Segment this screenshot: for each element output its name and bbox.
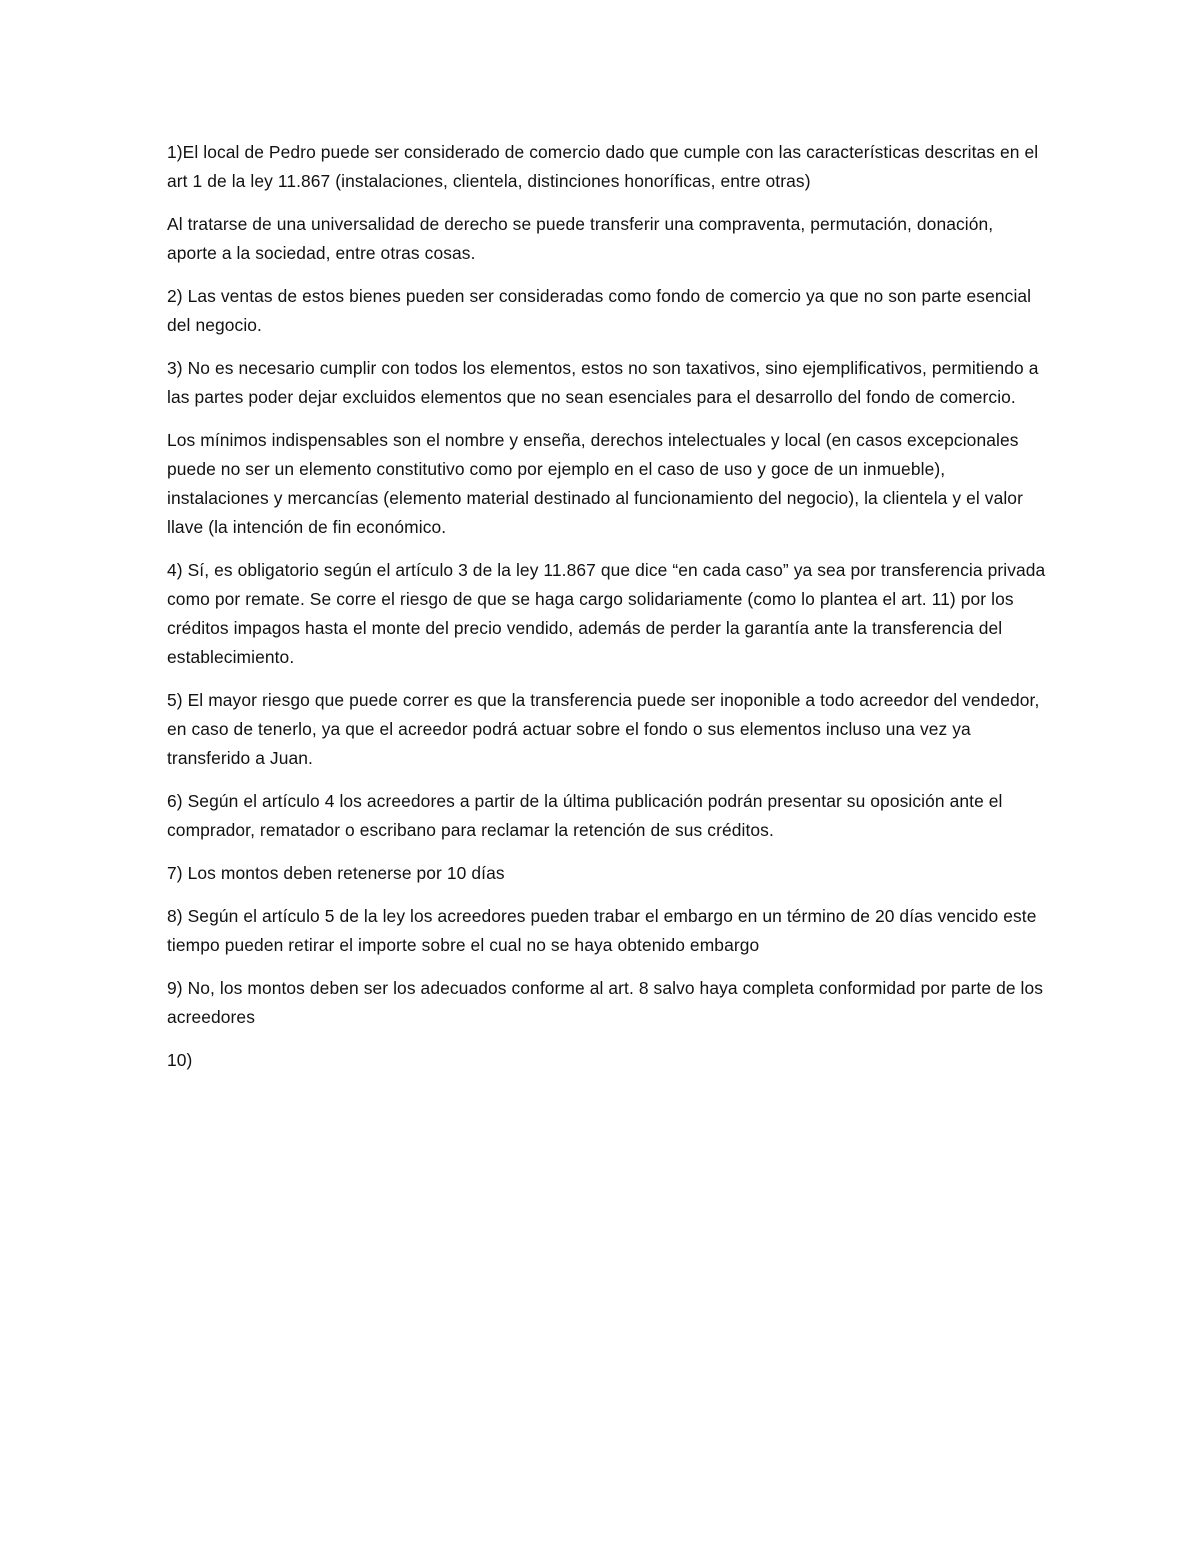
answer-10-paragraph: 10)	[167, 1050, 193, 1070]
answer-7-paragraph: 7) Los montos deben retenerse por 10 días	[167, 863, 505, 883]
answer-2-paragraph: 2) Las ventas de estos bienes pueden ser consideradas como fondo de comercio ya que no son parte esencial del negocio.	[167, 286, 1032, 335]
answer-4-paragraph: 4) Sí, es obligatorio según el artículo 3 de la ley 11.867 que dice “en cada caso” ya sea por transferencia privada como por remate. Se corre el riesgo de que se haga cargo solidariamente (como lo plantea el art. 11) por los créditos impagos hasta el monte del precio vendido, además de perder la garantía ante la transferencia del establecimiento.	[167, 560, 1046, 667]
answer-8-paragraph: 8) Según el artículo 5 de la ley los acreedores pueden trabar el embargo en un término de 20 días vencido este tiempo pueden retirar el importe sobre el cual no se haya obtenido embargo	[167, 906, 1037, 955]
answer-1-continuation-paragraph: Al tratarse de una universalidad de derecho se puede transferir una compraventa, permutación, donación, aporte a la sociedad, entre otras cosas.	[167, 214, 994, 263]
answer-3-continuation-paragraph: Los mínimos indispensables son el nombre y enseña, derechos intelectuales y local (en casos excepcionales puede no ser un elemento constitutivo como por ejemplo en el caso de uso y goce de un inmueble), instalaciones y mercancías (elemento material destinado al funcionamiento del negocio), la clientela y el valor llave (la intención de fin económico.	[167, 430, 1023, 537]
answer-6-paragraph: 6) Según el artículo 4 los acreedores a partir de la última publicación podrán presentar su oposición ante el comprador, rematador o escribano para reclamar la retención de sus créditos.	[167, 791, 1003, 840]
answer-1-paragraph: 1)El local de Pedro puede ser considerado de comercio dado que cumple con las características descritas en el art 1 de la ley 11.867 (instalaciones, clientela, distinciones honoríficas, entre otras)	[167, 142, 1039, 191]
answer-9-paragraph: 9) No, los montos deben ser los adecuados conforme al art. 8 salvo haya completa conformidad por parte de los acreedores	[167, 978, 1044, 1027]
document-body	[167, 138, 1047, 1089]
answer-5-paragraph: 5) El mayor riesgo que puede correr es que la transferencia puede ser inoponible a todo acreedor del vendedor, en caso de tenerlo, ya que el acreedor podrá actuar sobre el fondo o sus elementos incluso una vez ya transferido a Juan.	[167, 690, 1040, 768]
answer-3-paragraph: 3) No es necesario cumplir con todos los elementos, estos no son taxativos, sino ejemplificativos, permitiendo a las partes poder dejar excluidos elementos que no sean esenciales para el desarrollo del fondo de comercio.	[167, 358, 1039, 407]
